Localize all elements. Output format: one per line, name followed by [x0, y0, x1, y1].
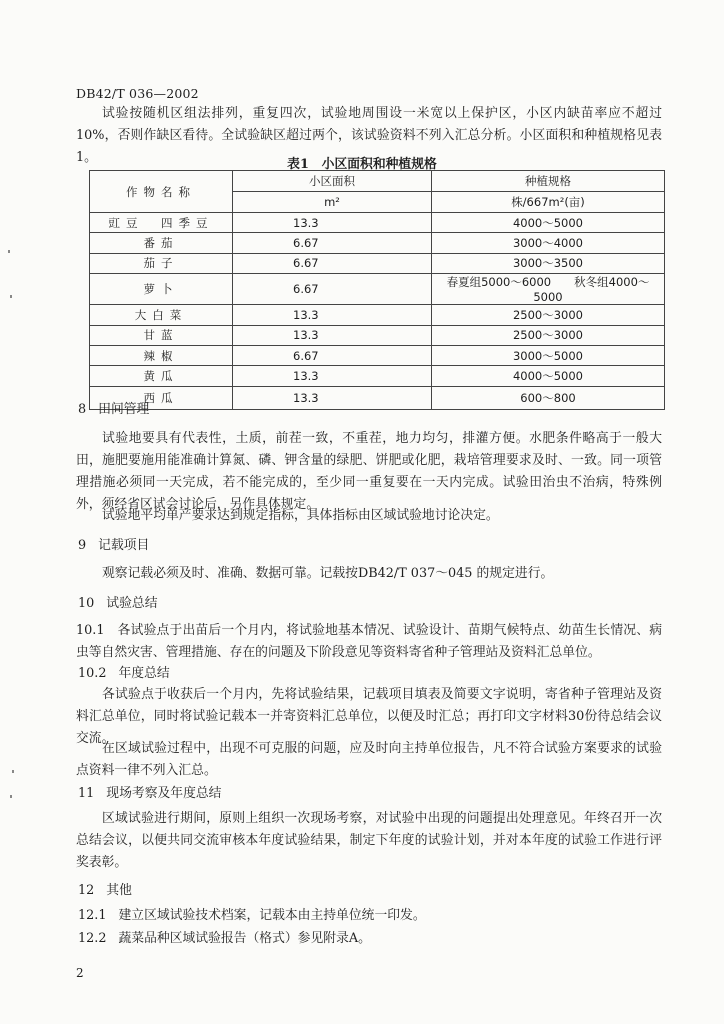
section-number: 9: [78, 538, 87, 553]
section-10-2-paragraph-1: 各试验点于收获后一个月内，先将试验结果，记载项目填表及简要文字说明，寄省种子管理站及资料汇总单位，同时将试验记载本一并寄资料汇总单位，以便及时汇总；再打印文字材料30份待总结会议交流。: [76, 687, 662, 746]
crop-cell: 大白菜: [90, 305, 233, 325]
table-row: [90, 305, 665, 325]
area-cell: 6.67: [233, 274, 432, 305]
table-title: 表1 小区面积和种植规格: [287, 157, 437, 172]
crop-cell: 豇豆 四季豆: [90, 213, 233, 233]
section-12-heading: [78, 881, 132, 901]
crop-cell: 萝卜: [90, 274, 233, 305]
crop-cell: 西瓜: [90, 386, 233, 409]
crop-cell: 甘蓝: [90, 325, 233, 345]
section-8-heading: [78, 400, 149, 420]
header-crop-name: 作物名称: [90, 171, 233, 213]
area-cell: 13.3: [233, 386, 432, 409]
standard-code-header: DB42/T 036—2002: [76, 86, 199, 101]
section-number: 10: [78, 596, 95, 611]
clause-text: 各试验点于出苗后一个月内，将试验地基本情况、试验设计、苗期气候特点、幼苗生长情况、病虫等自然灾害、管理措施、存在的问题及下阶段意见等资料寄省种子管理站及资料汇总单位。: [76, 623, 663, 660]
scan-speck: [8, 250, 10, 253]
area-cell: 6.67: [233, 233, 432, 253]
crop-cell: 番茄: [90, 233, 233, 253]
section-11-paragraph: 区域试验进行期间，原则上组织一次现场考察，对试验中出现的问题提出处理意见。年终召开一次总结会议，以便共同交流审核本年度试验结果，制定下年度的试验计划，并对本年度的试验工作进行评奖表彰。: [76, 811, 662, 870]
table-row: [90, 325, 665, 345]
area-cell: 13.3: [233, 305, 432, 325]
section-title: 其他: [106, 883, 132, 898]
section-title: 年度总结: [118, 666, 170, 681]
plot-area-spec-table: [89, 170, 665, 410]
section-number: 11: [78, 786, 95, 801]
header-plot-area-unit: m²: [233, 192, 432, 213]
spec-cell: 600～800: [432, 386, 665, 409]
section-number: 12: [78, 883, 95, 898]
area-cell: 6.67: [233, 345, 432, 365]
intro-paragraph: 试验按随机区组法排列，重复四次，试验地周围设一米宽以上保护区，小区内缺苗率应不超过10%，否则作缺区看待。全试验缺区超过两个，该试验资料不列入汇总分析。小区面积和种植规格见表1。: [76, 106, 662, 165]
clause-number: 10.1: [76, 623, 105, 638]
spec-cell: 2500～3000: [432, 305, 665, 325]
table-row: [90, 345, 665, 365]
section-number: 10.2: [78, 666, 107, 681]
scan-speck: [10, 795, 12, 798]
section-8-paragraph-1: 试验地要具有代表性，土质，前茬一致，不重茬，地力均匀，排灌方便。水肥条件略高于一般大田，施肥要施用能准确计算氮、磷、钾含量的绿肥、饼肥或化肥，栽培管理要求及时、一致。同一项管理措施必须同一天完成，若不能完成的，至少同一重复要在一天内完成。试验田治虫不治病，特殊例外，须经省区试会讨论后，另作具体规定。: [76, 431, 662, 512]
header-plot-area: 小区面积: [233, 171, 432, 192]
section-title: 记载项目: [98, 538, 150, 553]
scan-speck: [12, 770, 14, 773]
crop-cell: 辣椒: [90, 345, 233, 365]
clause-text: 建立区域试验技术档案，记载本由主持单位统一印发。: [118, 908, 426, 923]
section-title: 试验总结: [106, 596, 158, 611]
section-number: 8: [78, 402, 87, 417]
scan-speck: [10, 295, 12, 298]
area-cell: 13.3: [233, 213, 432, 233]
section-10-2-paragraph-2: 在区域试验过程中，出现不可克服的问题，应及时向主持单位报告，凡不符合试验方案要求的试验点资料一律不列入汇总。: [76, 741, 662, 778]
spec-cell: 2500～3000: [432, 325, 665, 345]
spec-cell: 3000～4000: [432, 233, 665, 253]
section-9-paragraph: 观察记载必须及时、准确、数据可靠。记载按DB42/T 037～045 的规定进行。: [102, 566, 554, 581]
crop-cell: 黄瓜: [90, 366, 233, 386]
section-8-paragraph-2: 试验地平均单产要求达到规定指标，具体指标由区域试验地讨论决定。: [102, 508, 499, 523]
header-planting-spec-unit: 株/667m²(亩): [432, 192, 665, 213]
table-row: [90, 386, 665, 409]
table-row: [90, 233, 665, 253]
section-title: 田间管理: [98, 402, 150, 417]
section-12-1-clause: [78, 906, 426, 926]
page-number: 2: [76, 966, 84, 980]
table-row: [90, 366, 665, 386]
section-11-heading: [78, 784, 221, 804]
clause-number: 12.1: [78, 908, 107, 923]
clause-text: 蔬菜品种区域试验报告（格式）参见附录A。: [118, 931, 371, 946]
spec-cell: 3000～5000: [432, 345, 665, 365]
clause-number: 12.2: [78, 931, 107, 946]
spec-cell: 4000～5000: [432, 213, 665, 233]
spec-cell: 4000～5000: [432, 366, 665, 386]
table-row: [90, 253, 665, 273]
table-row: [90, 213, 665, 233]
section-12-2-clause: [78, 929, 371, 949]
table-header-row: [90, 171, 665, 192]
section-10-heading: [78, 594, 157, 614]
header-planting-spec: 种植规格: [432, 171, 665, 192]
area-cell: 6.67: [233, 253, 432, 273]
spec-cell: 春夏组5000～6000 秋冬组4000～5000: [432, 274, 665, 305]
section-9-heading: [78, 536, 149, 556]
crop-cell: 茄子: [90, 253, 233, 273]
spec-cell: 3000～3500: [432, 253, 665, 273]
area-cell: 13.3: [233, 366, 432, 386]
section-10-2-heading: [78, 664, 170, 684]
section-10-1-paragraph: [76, 620, 662, 664]
table-row: [90, 274, 665, 305]
area-cell: 13.3: [233, 325, 432, 345]
section-title: 现场考察及年度总结: [106, 786, 222, 801]
